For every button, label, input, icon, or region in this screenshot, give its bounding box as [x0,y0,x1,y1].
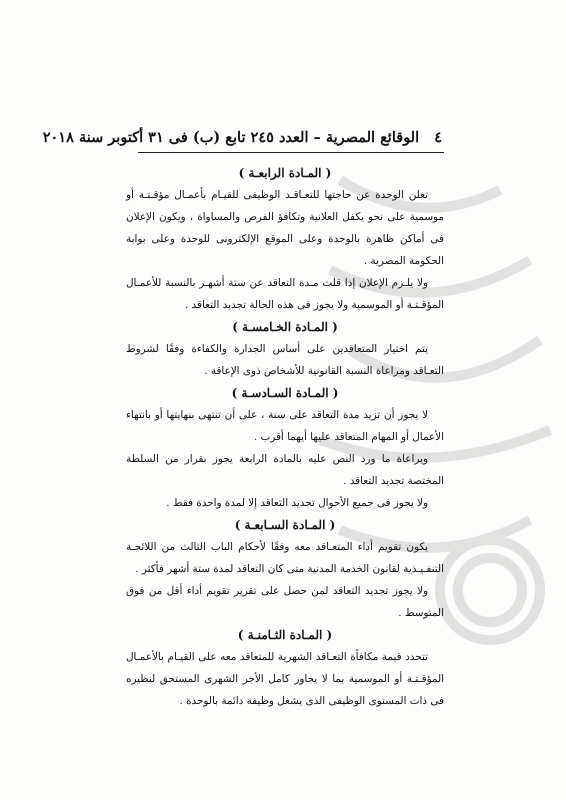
article-5 [126,316,444,382]
article-title: ( المـادة السـابعـة ) [234,518,336,532]
paragraph: لا يجوز أن تزيد مدة التعاقد على سنة ، على أن تنتهى بنهايتها أو بانتهاء الأعمال أو المهام المتعاقد عليها أيهما أقرب . [126,409,444,443]
paragraph: ولا يجوز فى جميع الأحوال تجديد التعاقد إلا لمدة واحدة فقط . [166,497,428,509]
paragraph: ولا يجوز تجديد التعاقد لمن حصل على تقرير تقويم أداء أقل من فوق المتوسط . [126,585,444,619]
article-title: ( المـادة السـادسـة ) [231,386,339,400]
article-title: ( المـادة الرابعـة ) [238,166,332,180]
paragraph: تعلن الوحدة عن حاجتها للتعـاقـد الوظيفى للقيـام بأعمـال مؤقـتـة أو موسمية على نحو يكفل العلانية وتكافؤ الفرص والمساواة ، ويكون الإعلان فى أماكن ظاهرة بالوحدة وعلى الموقع الإلكترونى للوحدة وعلى بوابة الحكومة المصرية . [126,189,444,267]
page-header [42,128,442,148]
header-title: الوقائع المصرية – العدد ٢٤٥ تابع (ب) فى ٣١ أكتوبر سنة ٢٠١٨ [42,129,420,146]
article-title: ( المـادة الخـامسـة ) [232,320,338,334]
article-6 [126,382,444,514]
article-8 [126,624,444,712]
paragraph: ويراعاة ما ورد النص عليه بالمادة الرابعة يجوز بقرار من السلطة المختصة تجديد التعاقد . [126,453,444,487]
paragraph: يكون تقويم أداء المتعـاقد معه وفقًا لأحكام الباب الثالث من اللائحـة التنفـيـذية لقانون الخدمة المدنية متى كان التعاقد لمدة ستة أشهر فأكثر . [126,541,444,575]
header-rule [138,152,444,153]
paragraph: تتحدد قيمة مكافأة التعـاقد الشهرية للمتعاقد معه على القيـام بالأعمـال المؤقـتـة أو الموسمية بما لا يجاوز كامل الأجر الشهرى المستحق لنظيره فى ذات المستوى الوظيفى الذى يشغل وظيفة دائمة بالوحدة . [126,651,444,707]
document-body [126,162,444,712]
paragraph: يتم اختيار المتعاقدين على أساس الجدارة والكفاءة وفقًا لشروط التعـاقد ومراعاة النسبة القانونية للأشخاص ذوى الإعاقة . [126,343,444,377]
page-number: ٤ [434,129,442,146]
article-4 [126,162,444,316]
article-7 [126,514,444,624]
article-title: ( المـادة الثـامنـة ) [237,628,333,642]
paragraph: ولا يلـزم الإعلان إذا قلت مـدة التعاقد عن ستة أشهـر بالنسبة للأعمـال المؤقـتـة أو الموسمية ولا يجوز فى هذه الحالة تجديد التعاقد . [126,277,444,311]
